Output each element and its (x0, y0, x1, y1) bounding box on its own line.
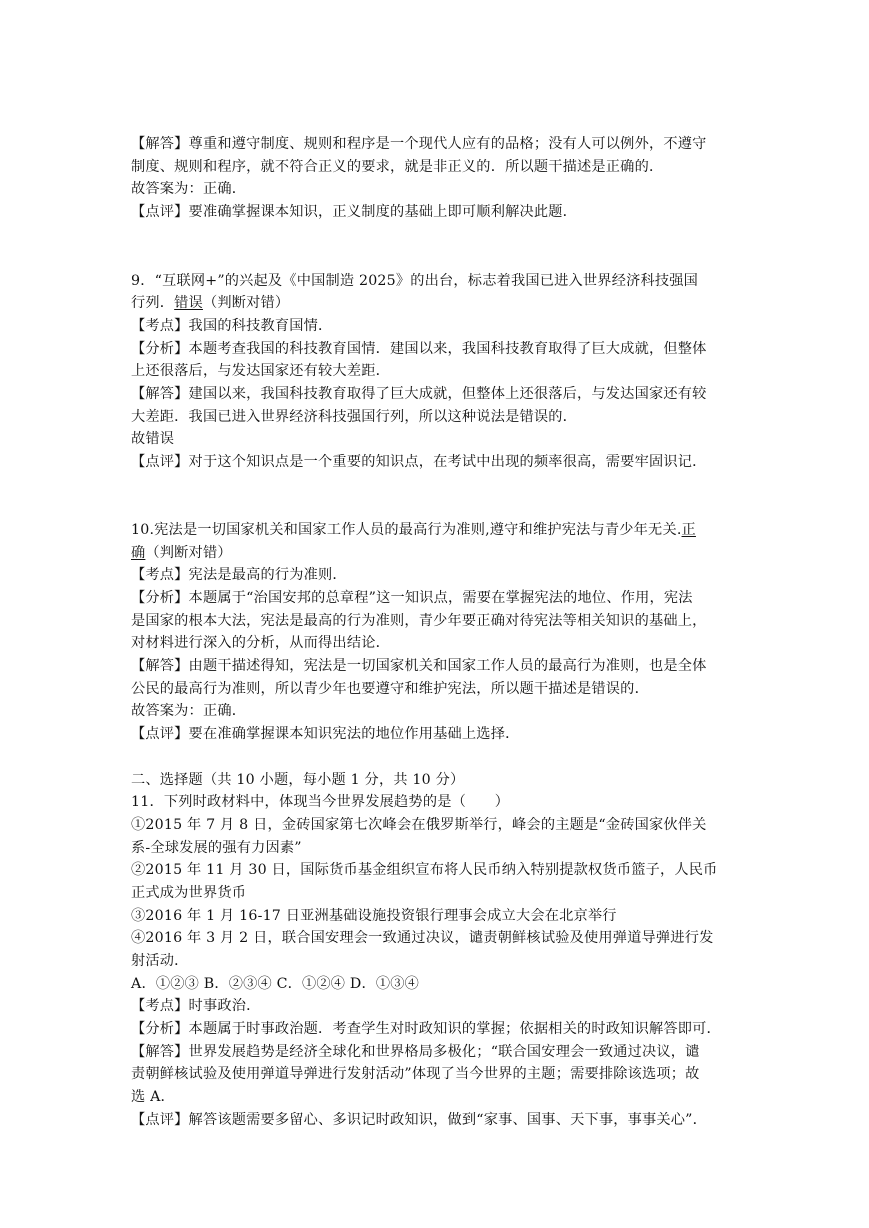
q9-stem-suffix: （判断对错） (202, 295, 290, 311)
q10-stem-suffix: （判断对错） (145, 545, 232, 561)
q10-answer-part-2: 确 (131, 545, 146, 561)
q11-answer-line-3: 选 A． (131, 1089, 175, 1105)
q11-option-2-line-1: ②2015 年 11 月 30 日，国际货币基金组织宣布将人民币纳入特别提款权货币篮子，人民币 (131, 862, 718, 878)
q10-stem-text: 10.宪法是一切国家机关和国家工作人员的最高行为准则,遵守和维护宪法与青少年无关. (131, 522, 682, 538)
q11-option-1-line-2: 系-全球发展的强有力因素” (131, 840, 302, 856)
q10-analysis-line-2: 是国家的根本大法，宪法是最高的行为准则，青少年要正确对待宪法等相关知识的基础上， (131, 613, 707, 629)
q9-final-answer: 故错误 (131, 431, 175, 447)
q9-kaodian: 【考点】我国的科技教育国情． (131, 318, 333, 334)
q9-answer-line-2: 大差距．我国已进入世界经济科技强国行列，所以这种说法是错误的． (131, 409, 578, 425)
q11-answer-line-1: 【解答】世界发展趋势是经济全球化和世界格局多极化；“联合国安理会一致通过决议，谴 (131, 1044, 700, 1060)
q10-stem-line-1 (131, 519, 696, 541)
q9-stem-prefix: 行列． (131, 295, 175, 311)
q10-analysis-line-1: 【分析】本题属于“治国安邦的总章程”这一知识点，需要在掌握宪法的地位、作用，宪法 (131, 590, 693, 606)
q11-answer-line-2: 责朝鲜核试验及使用弹道导弹进行发射活动”体现了当今世界的主题；需要排除该选项；故 (131, 1066, 700, 1082)
q9-stem-line-2 (131, 292, 289, 314)
q8-final-answer: 故答案为：正确． (131, 181, 247, 197)
q9-stem-line-1: 9．“互联网+”的兴起及《中国制造 2025》的出台，标志着我国已进入世界经济科技强国 (131, 273, 699, 289)
q11-stem: 11．下列时政材料中，体现当今世界发展趋势的是（ ） (131, 794, 510, 810)
q10-stem-line-2 (131, 542, 232, 564)
q9-analysis-line-2: 上还很落后，与发达国家还有较大差距． (131, 363, 390, 379)
q8-answer-line-2: 制度、规则和程序，就不符合正义的要求，就是非正义的．所以题干描述是正确的． (131, 159, 664, 175)
q11-option-4-line-2: 射活动． (131, 953, 189, 969)
q10-answer-line-2: 公民的最高行为准则，所以青少年也要遵守和维护宪法，所以题干描述是错误的． (131, 681, 649, 697)
q11-option-2-line-2: 正式成为世界货币 (131, 885, 247, 901)
q11-option-3: ③2016 年 1 月 16-17 日亚洲基础设施投资银行理事会成立大会在北京举行 (131, 908, 617, 924)
q11-kaodian: 【考点】时事政治． (131, 998, 261, 1014)
q10-comment: 【点评】要在准确掌握课本知识宪法的地位作用基础上选择． (131, 726, 520, 742)
q10-answer-line-1: 【解答】由题干描述得知，宪法是一切国家机关和国家工作人员的最高行为准则，也是全体 (131, 658, 707, 674)
section-2-heading: 二、选择题（共 10 小题，每小题 1 分，共 10 分） (131, 772, 465, 788)
q11-analysis: 【分析】本题属于时事政治题．考查学生对时政知识的掌握；依据相关的时政知识解答即可． (131, 1021, 721, 1037)
q9-comment: 【点评】对于这个知识点是一个重要的知识点，在考试中出现的频率很高，需要牢固识记． (131, 454, 707, 470)
q11-choices: A．①②③ B．②③④ C．①②④ D．①③④ (131, 976, 420, 992)
q9-answer-line-1: 【解答】建国以来，我国科技教育取得了巨大成就，但整体上还很落后，与发达国家还有较 (131, 386, 707, 402)
q10-kaodian: 【考点】宪法是最高的行为准则． (131, 567, 347, 583)
q11-option-4-line-1: ④2016 年 3 月 2 日，联合国安理会一致通过决议，谴责朝鲜核试验及使用弹道导弹进行发 (131, 930, 714, 946)
q10-final-answer: 故答案为：正确． (131, 703, 247, 719)
q11-option-1-line-1: ①2015 年 7 月 8 日，金砖国家第七次峰会在俄罗斯举行，峰会的主题是“金砖国家伙伴关 (131, 817, 707, 833)
q9-analysis-line-1: 【分析】本题考查我国的科技教育国情．建国以来，我国科技教育取得了巨大成就，但整体 (131, 341, 707, 357)
q8-comment: 【点评】要准确掌握课本知识，正义制度的基础上即可顺利解决此题． (131, 204, 578, 220)
q11-comment: 【点评】解答该题需要多留心、多识记时政知识，做到“家事、国事、天下事，事事关心”． (131, 1112, 708, 1128)
q9-answer: 错误 (174, 295, 203, 311)
q8-answer-line-1: 【解答】尊重和遵守制度、规则和程序是一个现代人应有的品格；没有人可以例外，不遵守 (131, 136, 707, 152)
q10-analysis-line-3: 对材料进行深入的分析，从而得出结论． (131, 635, 390, 651)
q10-answer-part-1: 正 (681, 522, 696, 538)
